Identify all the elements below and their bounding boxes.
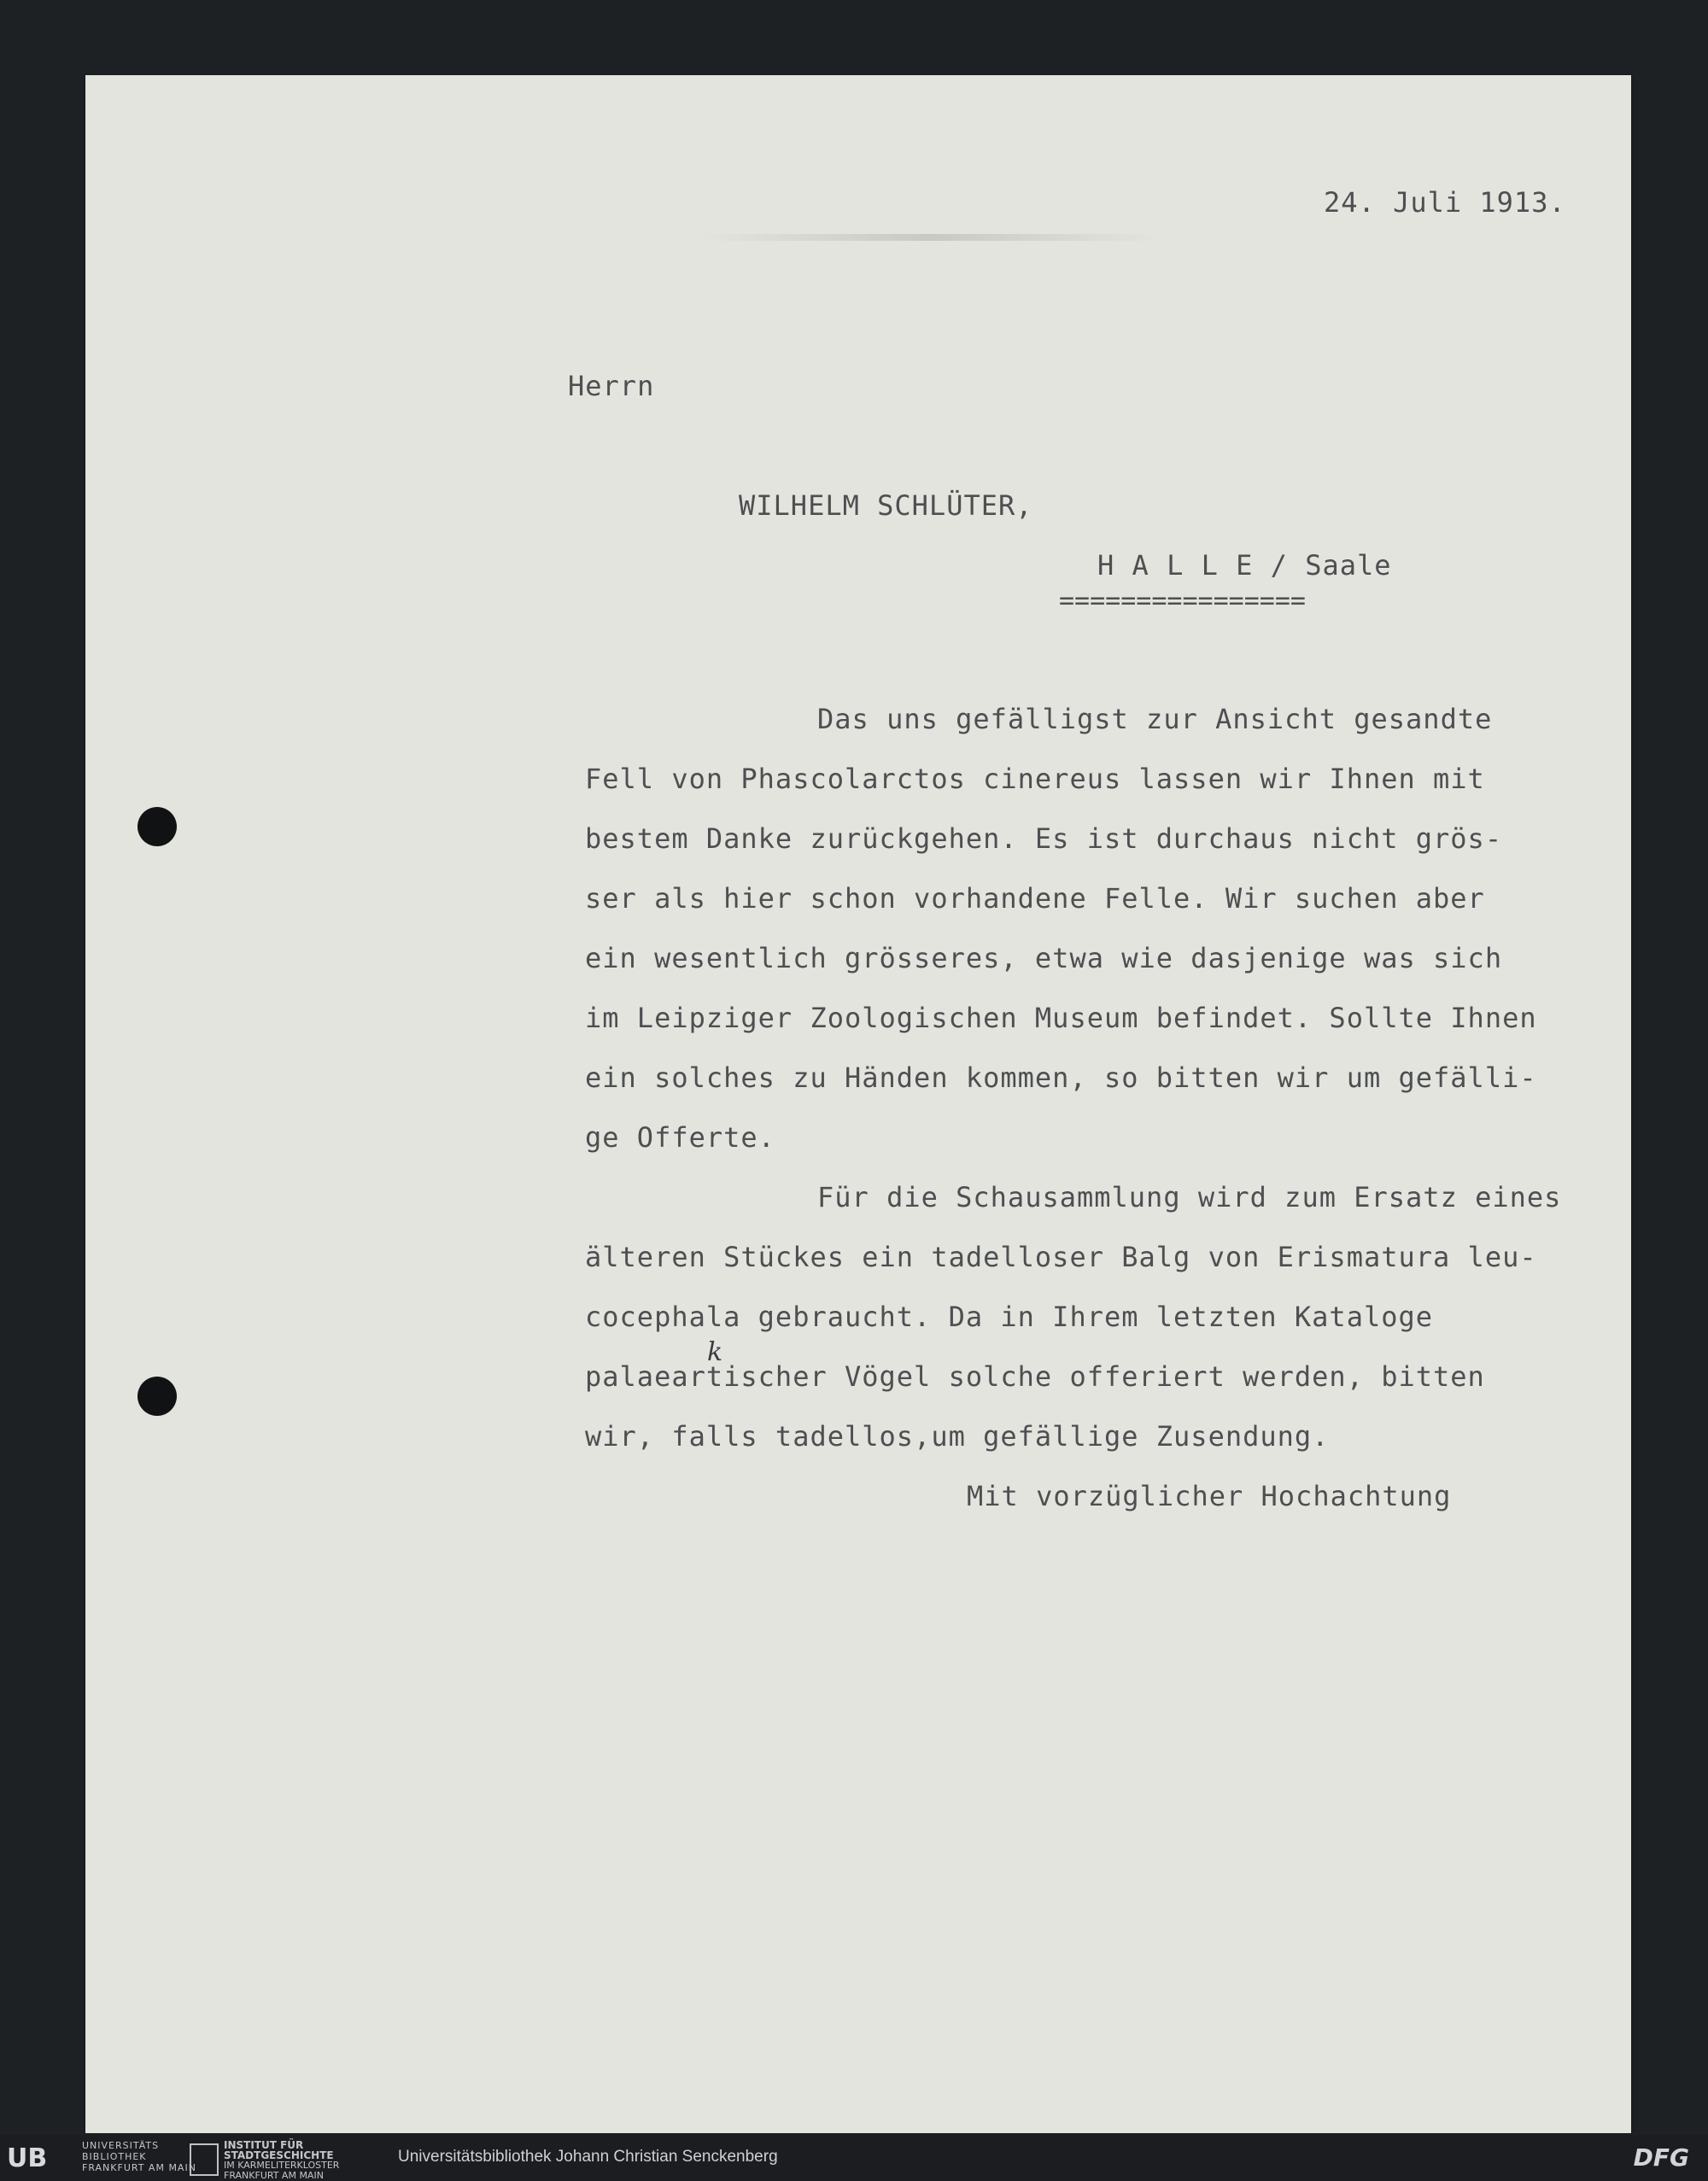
body-line-11: cocephala gebraucht. Da in Ihrem letzten Kataloge: [585, 1301, 1434, 1333]
closing: Mit vorzüglicher Hochachtung: [967, 1480, 1452, 1512]
institute-line-2: STADTGESCHICHTE: [224, 2149, 334, 2161]
body-line-2: Fell von Phascolarctos cinereus lassen wir Ihnen mit: [585, 763, 1485, 795]
body-line-10: älteren Stückes ein tadelloser Balg von Erismatura leu-: [585, 1241, 1537, 1273]
institute-logo-icon: [190, 2143, 219, 2176]
city-underline: ================: [1059, 586, 1306, 616]
ub-logo-line-2: BIBLIOTHEK: [82, 2151, 147, 2162]
paper-smudge: [700, 234, 1161, 241]
recipient-city: H A L L E / Saale: [1097, 549, 1392, 582]
body-line-6: im Leipziger Zoologischen Museum befindet. Sollte Ihnen: [585, 1002, 1537, 1034]
ub-logo-caption: [82, 2140, 196, 2173]
ub-logo: UB: [7, 2143, 48, 2173]
body-line-5: ein wesentlich grösseres, etwa wie dasjenige was sich: [585, 942, 1503, 974]
letter-date: 24. Juli 1913.: [1324, 186, 1566, 219]
punch-hole-upper: [137, 807, 177, 846]
ub-logo-line-1: UNIVERSITÄTS: [82, 2140, 160, 2151]
body-line-13: wir, falls tadellos,um gefällige Zusendung.: [585, 1420, 1330, 1453]
recipient-name: WILHELM SCHLÜTER,: [739, 489, 1033, 522]
institute-line-1: INSTITUT FÜR: [224, 2139, 304, 2151]
body-line-12: palaeartischer Vögel solche offeriert werden, bitten: [585, 1360, 1485, 1393]
body-line-7: ein solches zu Händen kommen, so bitten wir um gefälli-: [585, 1061, 1537, 1094]
institute-line-4: FRANKFURT AM MAIN: [224, 2170, 324, 2181]
institute-line-3: IM KARMELITERKLOSTER: [224, 2160, 340, 2171]
letter-page: [85, 75, 1631, 2133]
body-line-9: Für die Schausammlung wird zum Ersatz eines: [817, 1181, 1562, 1213]
handwritten-insert: k: [707, 1337, 723, 1367]
body-line-8: ge Offerte.: [585, 1121, 775, 1154]
body-line-1: Das uns gefälligst zur Ansicht gesandte: [817, 703, 1493, 735]
body-line-3: bestem Danke zurückgehen. Es ist durchaus nicht grös-: [585, 822, 1503, 855]
ub-logo-line-3: FRANKFURT AM MAIN: [82, 2162, 196, 2173]
punch-hole-lower: [137, 1377, 177, 1416]
dfg-logo: DFG: [1633, 2143, 1689, 2172]
body-line-4: ser als hier schon vorhandene Felle. Wir suchen aber: [585, 882, 1485, 915]
library-name: Universitätsbibliothek Johann Christian Senckenberg: [398, 2148, 778, 2166]
salutation: Herrn: [568, 370, 655, 402]
institute-logo-caption: [224, 2140, 339, 2181]
footer-bar: [0, 2135, 1708, 2181]
